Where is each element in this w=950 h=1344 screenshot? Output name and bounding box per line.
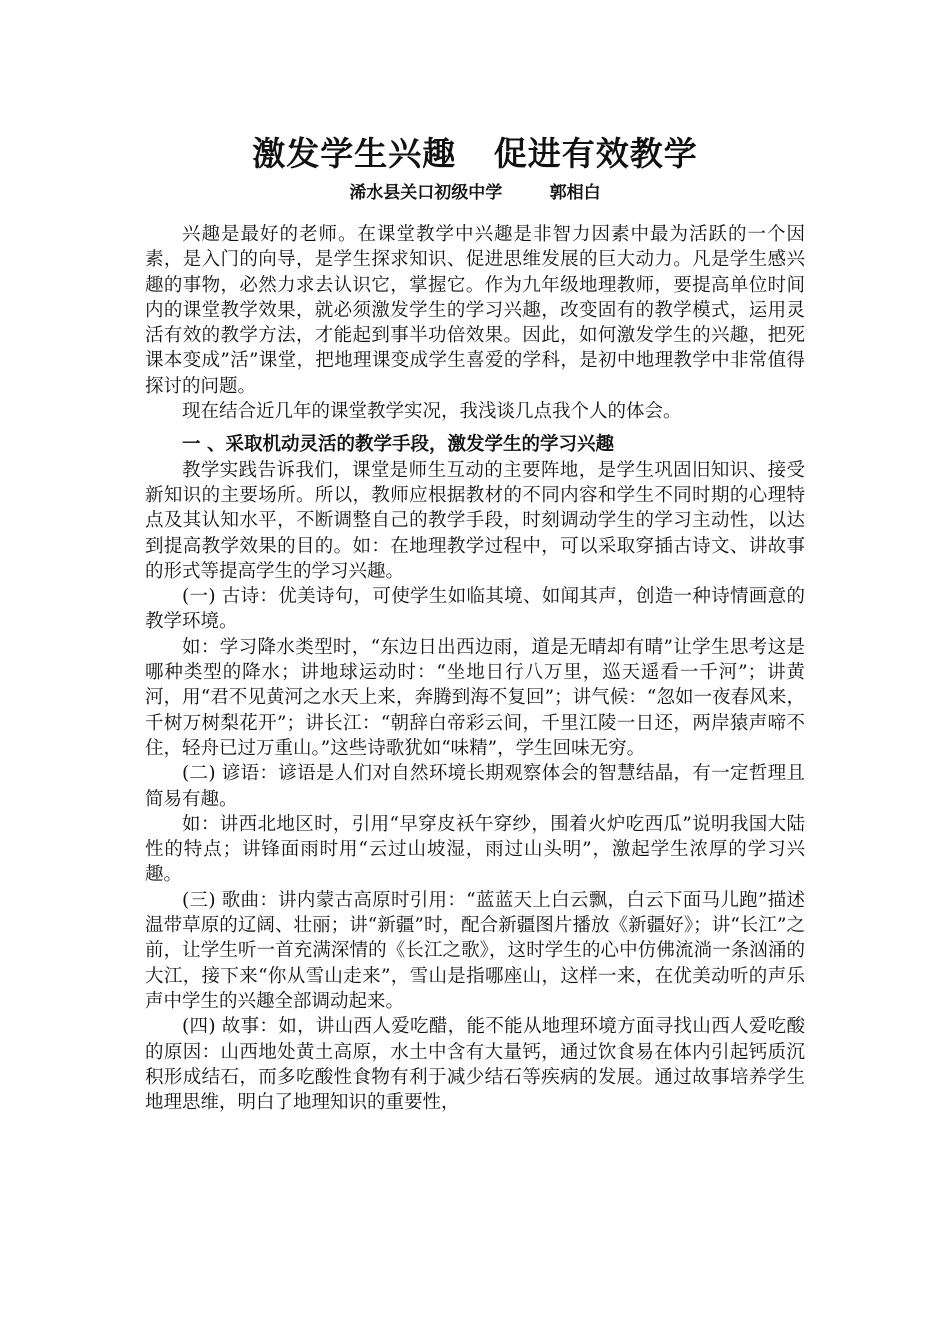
author-byline: 浠水县关口初级中学 郭相白 xyxy=(349,183,601,203)
paragraph-proverb-intro: (二) 谚语：谚语是人们对自然环境长期观察体会的智慧结晶，有一定哲理且简易有趣。 xyxy=(145,763,805,810)
paragraph-intro-2: 现在结合近几年的课堂教学实况，我浅谈几点我个人的体会。 xyxy=(182,401,682,423)
paragraph-poem-intro: (一) 古诗：优美诗句，可使学生如临其境、如闻其声，创造一种诗情画意的教学环境。 xyxy=(145,586,805,633)
paragraph-song: (三) 歌曲：讲内蒙古高原时引用：“蓝蓝天上白云飘，白云下面马儿跑”描述温带草原的辽阔、壮丽；讲“新疆”时，配合新疆图片播放《新疆好》；讲“长江”之前，让学生听一首充满深情的《长江之歌》，这时学生的心中仿佛流淌一条汹涌的大江，接下来“你从雪山走来”，雪山是指哪座山，这样一来，在优美动听的声乐声中学生的兴趣全部调动起来。 xyxy=(145,889,805,1012)
document-title: 激发学生兴趣 促进有效教学 xyxy=(252,134,698,173)
paragraph-section-1: 教学实践告诉我们，课堂是师生互动的主要阵地，是学生巩固旧知识、接受新知识的主要场所。所以，教师应根据教材的不同内容和学生不同时期的心理特点及其认知水平，不断调整自己的教学手段，时刻调动学生的学习主动性，以达到提高教学效果的目的。如：在地理教学过程中，可以采取穿插古诗文、讲故事的形式等提高学生的学习兴趣。 xyxy=(145,459,805,582)
paragraph-intro-1: 兴趣是最好的老师。在课堂教学中兴趣是非智力因素中最为活跃的一个因素，是入门的向导，是学生探求知识、促进思维发展的巨大动力。凡是学生感兴趣的事物，必然力求去认识它，掌握它。作为九年级地理教师，要提高单位时间内的课堂教学效果，就必须激发学生的学习兴趣，改变固有的教学模式，运用灵活有效的教学方法，才能起到事半功倍效果。因此，如何激发学生的兴趣，把死课本变成”活”课堂，把地理课变成学生喜爱的学科，是初中地理教学中非常值得探讨的问题。 xyxy=(145,224,805,397)
paragraph-proverb-examples: 如：讲西北地区时，引用“早穿皮袄午穿纱，围着火炉吃西瓜”说明我国大陆性的特点；讲锋面雨时用“云过山坡湿，雨过山头明”，激起学生浓厚的学习兴趣。 xyxy=(145,813,805,886)
section-heading-1: 一 、采取机动灵活的教学手段，激发学生的学习兴趣 xyxy=(182,434,614,456)
paragraph-poem-examples: 如：学习降水类型时，“东边日出西边雨，道是无晴却有晴”让学生思考这是哪种类型的降水；讲地球运动时：“坐地日行八万里，巡天遥看一千河”；讲黄河，用“君不见黄河之水天上来，奔腾到海不复回”；讲气候：“忽如一夜春风来，千树万树梨花开”；讲长江：“朝辞白帝彩云间，千里江陵一日还，两岸猿声啼不住，轻舟已过万重山。”这些诗歌犹如“味精”，学生回味无穷。 xyxy=(145,636,805,759)
document-body xyxy=(145,222,805,1115)
paragraph-story: (四) 故事：如，讲山西人爱吃醋，能不能从地理环境方面寻找山西人爱吃酸的原因：山西地处黄土高原，水土中含有大量钙，通过饮食易在体内引起钙质沉积形成结石，而多吃酸性食物有利于减少结石等疾病的发展。通过故事培养学生地理思维，明白了地理知识的重要性， xyxy=(145,1016,805,1114)
